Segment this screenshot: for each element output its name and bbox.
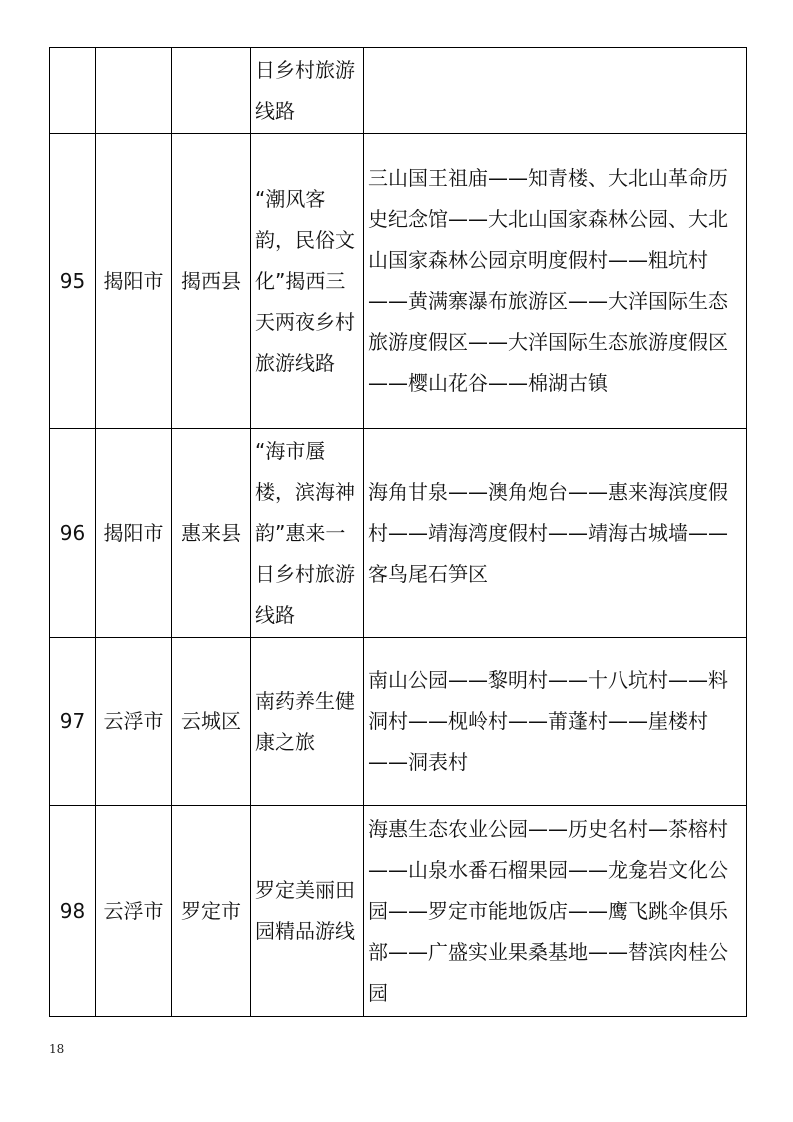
route-detail-cell: 海惠生态农业公园——历史名村—茶榕村——山泉水番石榴果园——龙龛岩文化公园——罗定市能地饭店——鹰飞跳伞俱乐部——广盛实业果桑基地——替滨肉桂公园: [364, 806, 747, 1017]
tourism-route-table: [49, 47, 747, 1017]
county-cell: 云城区: [172, 638, 251, 806]
route-name-cell: 罗定美丽田园精品游线: [251, 806, 364, 1017]
row-number-cell: 95: [50, 134, 96, 429]
table-row: [50, 48, 747, 134]
table-row: [50, 806, 747, 1017]
table-row: [50, 638, 747, 806]
city-cell: [96, 48, 172, 134]
city-cell: 揭阳市: [96, 429, 172, 638]
row-number-cell: 98: [50, 806, 96, 1017]
county-cell: 揭西县: [172, 134, 251, 429]
county-cell: 罗定市: [172, 806, 251, 1017]
city-cell: 揭阳市: [96, 134, 172, 429]
route-detail-cell: [364, 48, 747, 134]
route-name-cell: 日乡村旅游线路: [251, 48, 364, 134]
route-detail-cell: 南山公园——黎明村——十八坑村——料洞村——枧岭村——莆蓬村——崖楼村——洞表村: [364, 638, 747, 806]
table-row: [50, 134, 747, 429]
route-detail-cell: 海角甘泉——澳角炮台——惠来海滨度假村——靖海湾度假村——靖海古城墙——客鸟尾石笋区: [364, 429, 747, 638]
route-name-cell: 南药养生健康之旅: [251, 638, 364, 806]
route-detail-cell: 三山国王祖庙——知青楼、大北山革命历史纪念馆——大北山国家森林公园、大北山国家森林公园京明度假村——粗坑村——黄满寨瀑布旅游区——大洋国际生态旅游度假区——大洋国际生态旅游度假区——樱山花谷——棉湖古镇: [364, 134, 747, 429]
page-number: 18: [49, 1042, 65, 1056]
route-name-cell: “潮风客韵，民俗文化”揭西三天两夜乡村旅游线路: [251, 134, 364, 429]
county-cell: 惠来县: [172, 429, 251, 638]
county-cell: [172, 48, 251, 134]
table-row: [50, 429, 747, 638]
city-cell: 云浮市: [96, 806, 172, 1017]
row-number-cell: 97: [50, 638, 96, 806]
city-cell: 云浮市: [96, 638, 172, 806]
row-number-cell: [50, 48, 96, 134]
route-name-cell: “海市蜃楼，滨海神韵”惠来一日乡村旅游线路: [251, 429, 364, 638]
row-number-cell: 96: [50, 429, 96, 638]
